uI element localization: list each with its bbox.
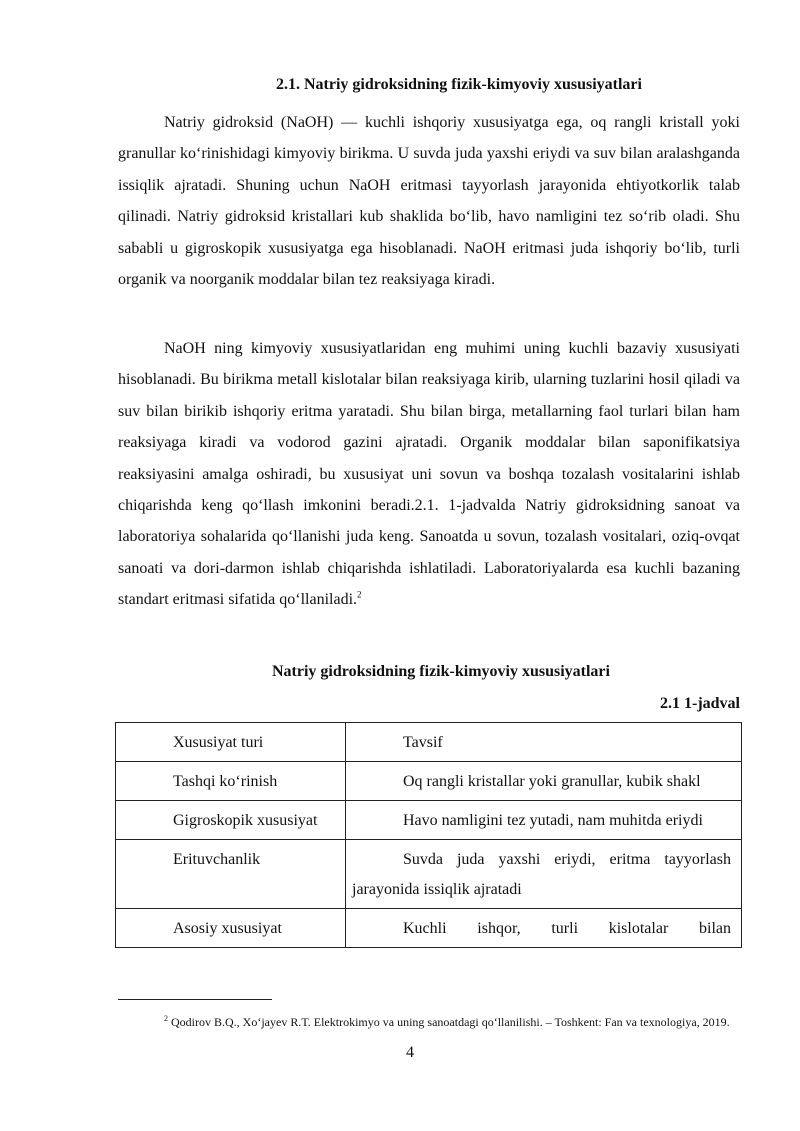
cell-text: Tavsif: [403, 734, 443, 751]
table-cell-description: [346, 723, 742, 762]
footnote-text: Qodirov B.Q., Xo‘jayev R.T. Elektrokimyo va uning sanoatdagi qo‘llanilishi. – Toshkent: Fan va texnologiya, 2019.: [171, 1015, 730, 1029]
footnote-marker: 2: [357, 589, 362, 600]
table-cell-property: [116, 801, 346, 840]
table-row: [116, 909, 742, 948]
table-row: [116, 840, 742, 909]
table-row: [116, 801, 742, 840]
cell-text: Tashqi ko‘rinish: [173, 773, 278, 790]
cell-text: Havo namligini tez yutadi, nam muhitda eriydi: [403, 812, 703, 829]
cell-text: Gigroskopik xususiyat: [173, 812, 318, 829]
cell-text: Oq rangli kristallar yoki granullar, kubik shakl: [403, 773, 701, 790]
cell-text: Xususiyat turi: [173, 734, 264, 751]
table-cell-property: [116, 840, 346, 909]
table-cell-description: [346, 762, 742, 801]
footnote-number: 2: [164, 1014, 168, 1023]
table-cell-description: [346, 801, 742, 840]
footnote: [118, 1011, 740, 1030]
table-cell-description: [346, 909, 742, 948]
table-cell-property: [116, 909, 346, 948]
properties-table: [115, 722, 742, 948]
table-number: 2.1 1-jadval: [660, 695, 740, 712]
cell-text: Asosiy xususiyat: [173, 920, 282, 937]
table-row: [116, 762, 742, 801]
paragraph-2: [118, 333, 740, 616]
paragraph-2-text: NaOH ning kimyoviy xususiyatlaridan eng muhimi uning kuchli bazaviy xususiyati hisoblanadi. Bu birikma metall kislotalar bilan reaksiyaga kirib, ularning tuzlarini hosil qiladi va suv bilan birikib ishqoriy eritma yaratadi. Shu bilan birga, metallarning faol turlari bilan ham reaksiyaga kiradi va vodorod gazini ajratadi. Organik moddalar bilan saponifikatsiya reaksiyasini amalga oshiradi, bu xususiyat uni sovun va boshqa tozalash vositalarini ishlab chiqarishda keng qo‘llash imkonini beradi.2.1. 1-jadvalda Natriy gidroksidning sanoat va laboratoriya sohalarida qo‘llanishi juda keng. Sanoatda u sovun, tozalash vositalari, oziq-ovqat sanoati va dori-darmon ishlab chiqarishda ishlatiladi. Laboratoriyalarda esa kuchli bazaning standart eritmasi sifatida qo‘llaniladi.: [118, 340, 740, 609]
section-heading: 2.1. Natriy gidroksidning fizik-kimyoviy xususiyatlari: [276, 76, 642, 93]
paragraph-1: Natriy gidroksid (NaOH) — kuchli ishqoriy xususiyatga ega, oq rangli kristall yoki granullar ko‘rinishidagi kimyoviy birikma. U suvda juda yaxshi eriydi va suv bilan aralashganda issiqlik ajratadi. Shuning uchun NaOH eritmasi tayyorlash jarayonida ehtiyotkorlik talab qilinadi. Natriy gidroksid kristallari kub shaklida bo‘lib, havo namligini tez so‘rib oladi. Shu sababli u gigroskopik xususiyatga ega hisoblanadi. NaOH eritmasi juda ishqoriy bo‘lib, turli organik va noorganik moddalar bilan tez reaksiyaga kiradi.: [118, 114, 740, 289]
table-cell-property: [116, 762, 346, 801]
cell-text: Kuchli ishqor, turli kislotalar bilan: [403, 920, 731, 937]
page-number: 4: [406, 1044, 414, 1061]
table-cell-description: [346, 840, 742, 909]
cell-text: Erituvchanlik: [173, 851, 261, 868]
table-row: [116, 723, 742, 762]
cell-text: Suvda juda yaxshi eriydi, eritma tayyorlash jarayonida issiqlik ajratadi: [352, 851, 731, 898]
table-title: Natriy gidroksidning fizik-kimyoviy xususiyatlari: [272, 663, 610, 680]
table-cell-property: [116, 723, 346, 762]
footnote-separator: [118, 999, 272, 1000]
